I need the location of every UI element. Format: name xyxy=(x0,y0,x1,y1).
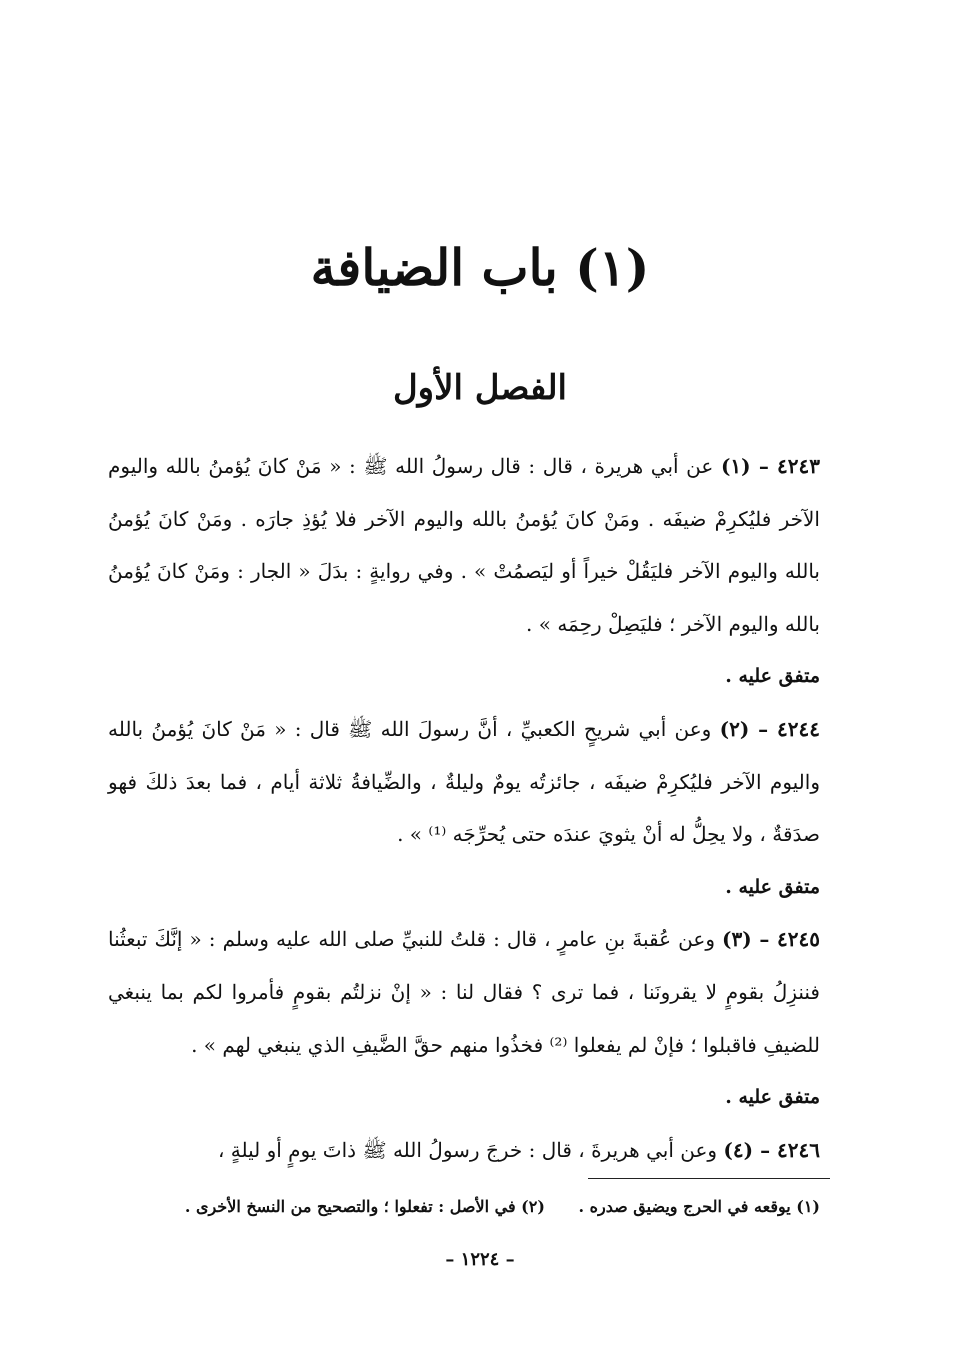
hadith-number: ٤٢٤٣ – (١) xyxy=(720,454,821,478)
hadith-number: ٤٢٤٦ – (٤) xyxy=(723,1137,820,1162)
hadith-4243 xyxy=(108,440,820,703)
hadith-text: وعن أبي هريرةَ ، قال : خرجَ رسولُ الله ﷺ ذاتَ يومٍ أو ليلةٍ ، xyxy=(217,1137,718,1162)
hadith-source: متفق عليه . xyxy=(725,1086,820,1109)
footnote-1: (١) يوقعه في الحرج ويضيق صدره . xyxy=(578,1197,820,1216)
hadith-4246 xyxy=(108,1124,820,1177)
hadith-body xyxy=(108,440,820,1176)
hadith-number: ٤٢٤٤ – (٢) xyxy=(719,716,820,741)
section-title: الفصل الأول xyxy=(392,368,568,408)
footnote-2: (٢) في الأصل : تفعلوا ؛ والتصحيح من النسخ الأخرى . xyxy=(184,1197,545,1216)
hadith-number: ٤٢٤٥ – (٣) xyxy=(722,927,821,952)
footnote-divider xyxy=(588,1178,830,1179)
hadith-text: وعن عُقبةَ بنِ عامرٍ ، قال : قلتُ للنبيِّ صلى الله عليه وسلم : « إنَّكَ تبعثُنا فننزِلُ بقومٍ لا يقرونَنا ، فما ترى ؟ فقال لنا : « إنْ نزلتُم بقومٍ فأمروا لكم بما ينبغي للضيفِ فاقبلوا ؛ فإنْ لم يفعلوا ⁽²⁾ فخذُوا منهم حقَّ الضَّيفِ الذي ينبغي لهم » . xyxy=(108,927,820,1057)
chapter-title: (١) باب الضيافة xyxy=(310,238,650,297)
hadith-4244 xyxy=(108,703,820,913)
hadith-4245 xyxy=(108,913,820,1123)
hadith-text: عن أبي هريرة ، قال : قال رسولُ الله ﷺ : « مَنْ كانَ يُؤمنُ بالله واليوم الآخر فليُكرِمْ ضيفَه . ومَنْ كانَ يُؤمنُ بالله واليوم الآخر فلا يُؤذِ جارَه . ومَنْ كانَ يُؤمنُ بالله واليوم الآخر فليَقُلْ خيراً أو ليَصمُتْ » . وفي روايةٍ : بدَلَ « الجار : ومَنْ كانَ يُؤمنُ بالله واليوم الآخر ؛ فليَصِلْ رحِمَه » . xyxy=(108,454,820,636)
footnotes xyxy=(100,1192,820,1222)
hadith-source: متفق عليه . xyxy=(725,875,820,898)
page-number: – ١٢٢٤ – xyxy=(445,1249,515,1270)
hadith-text: وعن أبي شريحٍ الكعبيِّ ، أنَّ رسولَ الله ﷺ قال : « مَنْ كانَ يُؤمنُ بالله واليوم الآخر فليُكرِمْ ضيفَه ، جائزتُه يومٌ وليلةٌ ، والضِّيافةُ ثلاثة أيام ، فما بعدَ ذلكَ فهو صدَقةٌ ، ولا يحِلُّ له أنْ يثويَ عندَه حتى يُحرِّجَه ⁽¹⁾ » . xyxy=(108,716,820,847)
hadith-source: متفق عليه . xyxy=(725,665,820,688)
